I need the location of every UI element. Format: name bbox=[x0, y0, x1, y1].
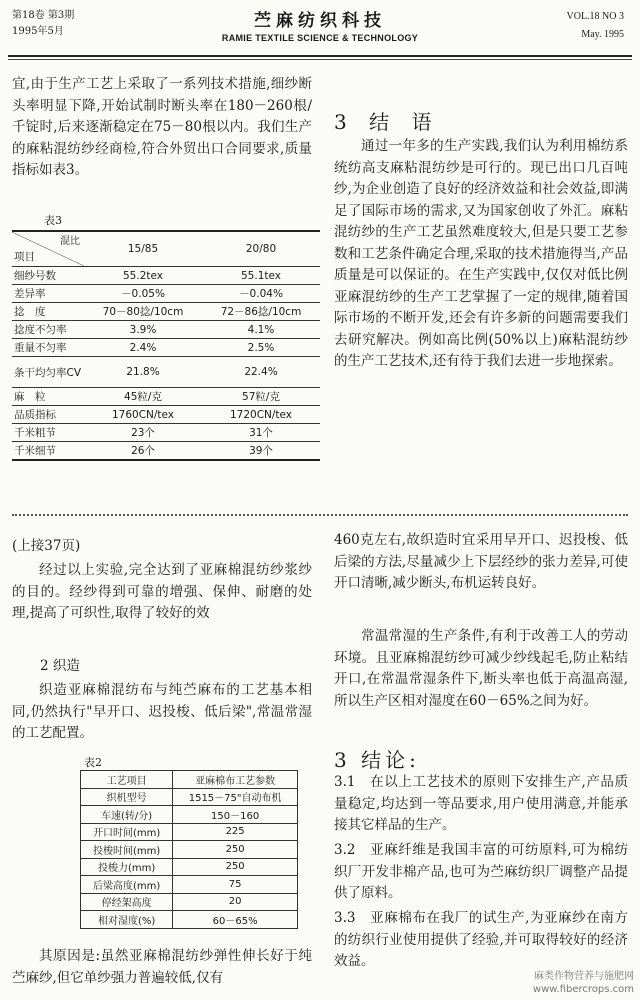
cell: 250 bbox=[173, 841, 298, 859]
cell: 75 bbox=[173, 876, 298, 894]
table-row bbox=[12, 424, 320, 442]
row-label: 相对湿度(%) bbox=[81, 911, 173, 929]
table-row bbox=[81, 911, 298, 929]
table2 bbox=[80, 770, 298, 929]
row-label: 条干均匀率CV bbox=[12, 357, 84, 388]
table-row bbox=[81, 788, 298, 806]
table-row bbox=[12, 388, 320, 406]
table-row bbox=[81, 806, 298, 824]
lower-right-paragraph-1: 460克左右,故织造时宜采用早开口、迟投梭、低后梁的方法,尽量减少上下层经纱的张力差异,可使开口清晰,减少断头,布机运转良好。 bbox=[334, 532, 628, 591]
row-label: 麻 粒 bbox=[12, 388, 84, 406]
header-issue bbox=[567, 8, 625, 44]
row-label: 千米粗节 bbox=[12, 424, 84, 442]
table-row bbox=[81, 823, 298, 841]
cell: 1760CN/tex bbox=[84, 406, 202, 424]
header-date-cn: 1995年5月 bbox=[12, 26, 64, 37]
row-label: 品质指标 bbox=[12, 406, 84, 424]
cell: 26个 bbox=[84, 442, 202, 461]
table-row bbox=[81, 893, 298, 911]
header-volume-cn: 第18卷 第3期 bbox=[12, 10, 75, 21]
dotted-divider bbox=[12, 514, 628, 516]
cell: 31个 bbox=[202, 424, 320, 442]
cell: －0.04% bbox=[202, 285, 320, 303]
table2-header-row bbox=[81, 771, 298, 789]
table-row bbox=[12, 321, 320, 339]
lower-left-paragraph-2: 织造亚麻棉混纺布与纯苎麻布的工艺基本相同,仍然执行"早开口、迟投梭、低后梁",常温常湿的工艺配置。 bbox=[12, 682, 312, 741]
cell: 72－86捻/10cm bbox=[202, 303, 320, 321]
row-label: 差异率 bbox=[12, 285, 84, 303]
row-label: 捻度不匀率 bbox=[12, 321, 84, 339]
section-heading-conclusions: 3 结论: bbox=[334, 748, 420, 772]
table-row bbox=[81, 841, 298, 859]
watermark bbox=[533, 970, 634, 996]
cell: 20 bbox=[173, 893, 298, 911]
row-label: 开口时间(mm) bbox=[81, 823, 173, 841]
journal-title-en: RAMIE TEXTILE SCIENCE & TECHNOLOGY bbox=[221, 33, 419, 43]
row-label: 投梭力(mm) bbox=[81, 858, 173, 876]
table-row bbox=[12, 285, 320, 303]
row-label: 重量不匀率 bbox=[12, 339, 84, 357]
header-volume-en: VOL.18 NO 3 bbox=[566, 11, 624, 22]
cell: 225 bbox=[173, 823, 298, 841]
table2-header-value: 亚麻棉布工艺参数 bbox=[173, 771, 298, 789]
row-label: 车速(转/分) bbox=[81, 806, 173, 824]
table-row bbox=[81, 876, 298, 894]
lower-right-paragraph-2: 常温常湿的生产条件,有利于改善工人的劳动环境。且亚麻棉混纺纱可减少纱线起毛,防止粘结开口,在常温常湿条件下,断头率也低于高温高湿,所以生产区相对湿度在60－65%之间为好。 bbox=[334, 628, 628, 709]
table3-col-1: 15/85 bbox=[84, 231, 202, 267]
section-heading-conclusion: 3 结 语 bbox=[334, 110, 440, 134]
table3-col-2: 20/80 bbox=[202, 231, 320, 267]
row-label: 停经架高度 bbox=[81, 893, 173, 911]
table-row bbox=[12, 303, 320, 321]
header-rule bbox=[8, 55, 632, 57]
journal-title-cn: 苎麻纺织科技 bbox=[254, 11, 386, 31]
cell: 4.1% bbox=[202, 321, 320, 339]
conclusion-item-3: 3.3 亚麻棉布在我厂的试生产,为亚麻纱在南方的纺织行业使用提供了经验,并可取得较好的经济效益。 bbox=[334, 910, 628, 969]
cell: 55.1tex bbox=[202, 267, 320, 285]
row-label: 后梁高度(mm) bbox=[81, 876, 173, 894]
table3-corner-bottom: 项目 bbox=[14, 251, 35, 263]
upper-left-paragraph: 宜,由于生产工艺上采取了一系列技术措施,细纱断头率明显下降,开始试制时断头率在180－260根/千锭时,后来逐渐稳定在75－80根以内。我们生产的麻粘混纺纱经商检,符合外贸出口合同要求,质量指标如表3。 bbox=[12, 76, 312, 178]
cell: 1515－75"自动布机 bbox=[173, 788, 298, 806]
cell: 250 bbox=[173, 858, 298, 876]
table-row bbox=[12, 339, 320, 357]
cell: 21.8% bbox=[84, 357, 202, 388]
header-journal bbox=[0, 6, 640, 43]
conclusion-item-1: 3.1 在以上工艺技术的原则下安排生产,产品质量稳定,均达到一等品要求,用户使用满意,并能承接其它样品的生产。 bbox=[334, 774, 628, 833]
table3 bbox=[12, 230, 320, 461]
continued-note: (上接37页) bbox=[12, 538, 81, 554]
row-label: 织机型号 bbox=[81, 788, 173, 806]
table-row bbox=[12, 267, 320, 285]
table-row bbox=[81, 858, 298, 876]
cell: 45粒/克 bbox=[84, 388, 202, 406]
row-label: 细纱号数 bbox=[12, 267, 84, 285]
cell: 2.4% bbox=[84, 339, 202, 357]
header-rule-thin bbox=[8, 59, 632, 60]
cell: 23个 bbox=[84, 424, 202, 442]
lower-left-paragraph-3: 其原因是:虽然亚麻棉混纺纱弹性伸长好于纯苎麻纱,但它单纱强力普遍较低,仅有 bbox=[12, 948, 312, 986]
table2-header-item: 工艺项目 bbox=[81, 771, 173, 789]
watermark-cn: 麻类作物营养与施肥网 bbox=[534, 971, 634, 982]
row-label: 千米细节 bbox=[12, 442, 84, 461]
cell: 22.4% bbox=[202, 357, 320, 388]
header-date-en: May. 1995 bbox=[581, 29, 624, 40]
cell: －0.05% bbox=[84, 285, 202, 303]
cell: 1720CN/tex bbox=[202, 406, 320, 424]
row-label: 投梭时间(mm) bbox=[81, 841, 173, 859]
cell: 150－160 bbox=[173, 806, 298, 824]
cell: 60－65% bbox=[173, 911, 298, 929]
watermark-url: www.fibercrops.com bbox=[532, 984, 634, 995]
table3-header-row bbox=[12, 231, 320, 267]
cell: 3.9% bbox=[84, 321, 202, 339]
cell: 2.5% bbox=[202, 339, 320, 357]
table2-caption: 表2 bbox=[84, 756, 102, 769]
cell: 57粒/克 bbox=[202, 388, 320, 406]
lower-left-paragraph-1: 经过以上实验,完全达到了亚麻棉混纺纱浆纱的目的。经纱得到可靠的增强、保伸、耐磨的处理,提高了可织性,取得了较好的效 bbox=[12, 562, 312, 621]
table-row bbox=[12, 442, 320, 461]
table-row bbox=[12, 357, 320, 388]
table3-corner-top: 混比 bbox=[60, 236, 80, 247]
row-label: 捻 度 bbox=[12, 303, 84, 321]
conclusion-item-2: 3.2 亚麻纤维是我国丰富的可纺原料,可为棉纺织厂开发非棉产品,也可为苎麻纺织厂调整产品提供了原料。 bbox=[334, 842, 628, 901]
cell: 55.2tex bbox=[84, 267, 202, 285]
upper-right-paragraph: 通过一年多的生产实践,我们认为利用棉纺系统纺高支麻粘混纺纱是可行的。现已出口几百吨纱,为企业创造了良好的经济效益和社会效益,即满足了国际市场的需求,又为国家创收了外汇。麻粘混纺纱的生产工艺虽然难度较大,但是只要工艺参数和工艺条件确定合理,采取的技术措施得当,产品质量是可以保证的。在生产实践中,仅仅对低比例亚麻混纺纱的生产工艺掌握了一定的规律,随着国际市场的不断开发,还会有许多新的问题需要我们去研究解决。例如高比例(50%以上)麻粘混纺纱的生产工艺技术,还有待于我们去进一步地探索。 bbox=[334, 138, 628, 369]
section-heading-weaving: 2 织造 bbox=[40, 658, 80, 674]
cell: 39个 bbox=[202, 442, 320, 461]
cell: 70－80捻/10cm bbox=[84, 303, 202, 321]
table-row bbox=[12, 406, 320, 424]
table3-corner-cell bbox=[12, 231, 84, 267]
table3-caption: 表3 bbox=[44, 214, 62, 227]
